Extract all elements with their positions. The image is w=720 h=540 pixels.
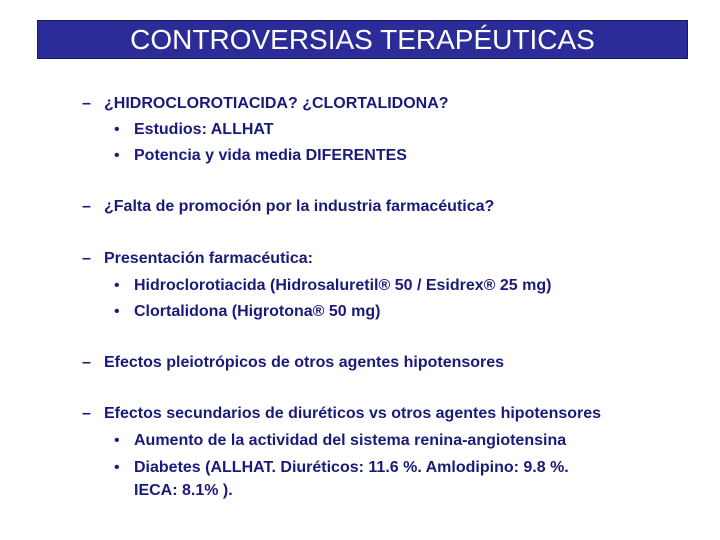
sub-list-item — [114, 121, 274, 139]
list-item — [82, 198, 494, 216]
title-bar — [37, 20, 688, 59]
list-item — [82, 405, 601, 423]
sub-list-item — [114, 303, 380, 321]
list-item — [82, 354, 504, 372]
bullet-icon: • — [114, 432, 120, 449]
list-item — [82, 95, 449, 113]
list-item-text: ¿HIDROCLOROTIACIDA? ¿CLORTALIDONA? — [104, 95, 449, 112]
sub-list-item — [114, 277, 551, 295]
sub-list-item — [114, 147, 407, 165]
sub-list-item — [114, 432, 566, 450]
dash-icon: – — [82, 354, 91, 371]
sub-list-item-text: Clortalidona (Higrotona® 50 mg) — [134, 303, 381, 320]
bullet-icon: • — [114, 459, 120, 476]
sub-list-item-text: Diabetes (ALLHAT. Diuréticos: 11.6 %. Amlodipino: 9.8 %. — [134, 459, 569, 476]
dash-icon: – — [82, 250, 91, 267]
sub-list-item — [114, 459, 569, 477]
sub-list-item-text: Potencia y vida media DIFERENTES — [134, 147, 407, 164]
dash-icon: – — [82, 198, 91, 215]
sub-list-item-continuation: IECA: 8.1% ). — [134, 482, 233, 499]
sub-list-item-text: Estudios: ALLHAT — [134, 121, 274, 138]
bullet-icon: • — [114, 121, 120, 138]
slide-title: CONTROVERSIAS TERAPÉUTICAS — [130, 23, 595, 55]
list-item — [82, 250, 313, 268]
list-item-text: Efectos secundarios de diuréticos vs otros agentes hipotensores — [104, 405, 602, 422]
list-item-text: Presentación farmacéutica: — [104, 250, 313, 267]
dash-icon: – — [82, 405, 91, 422]
list-item-text: Efectos pleiotrópicos de otros agentes hipotensores — [104, 354, 505, 371]
dash-icon: – — [82, 95, 91, 112]
bullet-icon: • — [114, 277, 120, 294]
sub-list-item-text: Aumento de la actividad del sistema renina-angiotensina — [134, 432, 567, 449]
list-item-text: ¿Falta de promoción por la industria farmacéutica? — [104, 198, 495, 215]
sub-list-item-text: Hidroclorotiacida (Hidrosaluretil® 50 / Esidrex® 25 mg) — [134, 277, 552, 294]
bullet-icon: • — [114, 147, 120, 164]
bullet-icon: • — [114, 303, 120, 320]
